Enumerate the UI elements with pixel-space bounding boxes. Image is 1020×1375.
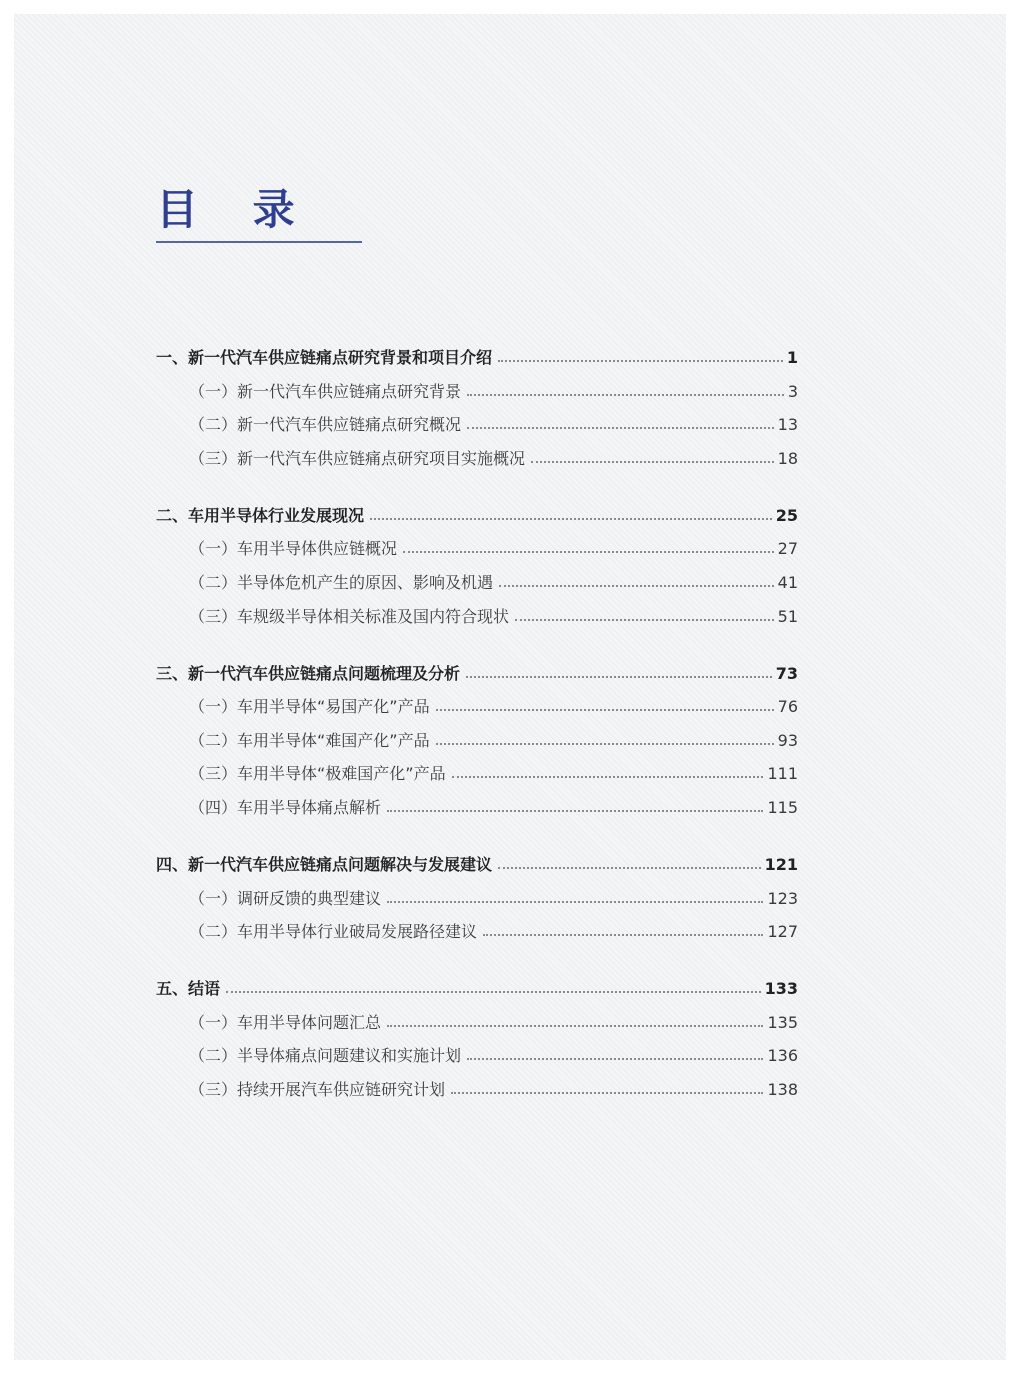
dot-leader bbox=[467, 427, 774, 429]
toc-entry-2-2[interactable] bbox=[156, 559, 798, 593]
toc-entry-4-1[interactable] bbox=[156, 875, 798, 909]
dot-leader bbox=[515, 619, 774, 621]
dot-leader bbox=[436, 743, 774, 745]
dot-leader bbox=[403, 551, 774, 553]
page-number: 115 bbox=[767, 797, 798, 817]
chapter-title: 五、结语 bbox=[156, 979, 221, 999]
chapter-title: 三、新一代汽车供应链痛点问题梳理及分析 bbox=[156, 663, 461, 683]
entry-title: （一）调研反馈的典型建议 bbox=[189, 888, 382, 908]
dot-leader bbox=[370, 518, 772, 520]
toc-entry-1-2[interactable] bbox=[156, 402, 798, 436]
page-number: 25 bbox=[775, 505, 798, 525]
entry-title: （一）车用半导体供应链概况 bbox=[189, 539, 398, 559]
page-number: 41 bbox=[777, 572, 798, 592]
dot-leader bbox=[483, 934, 763, 936]
toc-entry-3-2[interactable] bbox=[156, 717, 798, 751]
toc-section-3 bbox=[156, 646, 798, 818]
page-number: 121 bbox=[764, 854, 798, 874]
entry-title: （二）车用半导体行业破局发展路径建议 bbox=[189, 922, 478, 942]
toc-title: 目 录 bbox=[156, 185, 315, 234]
entry-title: （二）半导体危机产生的原因、影响及机遇 bbox=[189, 572, 494, 592]
toc-chapter-5[interactable] bbox=[156, 961, 798, 999]
page-number: 76 bbox=[777, 697, 798, 717]
toc-section-2 bbox=[156, 488, 798, 627]
dot-leader bbox=[226, 991, 761, 993]
dot-leader bbox=[467, 1058, 763, 1060]
page-number: 93 bbox=[777, 730, 798, 750]
toc-entry-2-1[interactable] bbox=[156, 526, 798, 560]
toc-chapter-4[interactable] bbox=[156, 837, 798, 875]
toc-entry-4-2[interactable] bbox=[156, 909, 798, 943]
entry-title: （三）车用半导体“极难国产化”产品 bbox=[189, 764, 446, 784]
page-number: 51 bbox=[777, 606, 798, 626]
entry-title: （一）车用半导体“易国产化”产品 bbox=[189, 697, 430, 717]
toc-entry-5-3[interactable] bbox=[156, 1066, 798, 1100]
entry-title: （二）新一代汽车供应链痛点研究概况 bbox=[189, 415, 462, 435]
toc-entry-2-3[interactable] bbox=[156, 593, 798, 627]
entry-title: （三）持续开展汽车供应链研究计划 bbox=[189, 1079, 446, 1099]
chapter-title: 一、新一代汽车供应链痛点研究背景和项目介绍 bbox=[156, 348, 493, 367]
toc-entry-1-1[interactable] bbox=[156, 368, 798, 402]
page-number: 3 bbox=[787, 381, 798, 401]
toc-entry-5-1[interactable] bbox=[156, 999, 798, 1033]
page-number: 111 bbox=[767, 764, 798, 784]
page-number: 1 bbox=[786, 348, 798, 367]
toc-chapter-1[interactable] bbox=[156, 330, 798, 368]
toc-section-4 bbox=[156, 837, 798, 942]
entry-title: （二）车用半导体“难国产化”产品 bbox=[189, 730, 430, 750]
toc-entry-5-2[interactable] bbox=[156, 1033, 798, 1067]
page-number: 73 bbox=[775, 663, 798, 683]
entry-title: （四）车用半导体痛点解析 bbox=[189, 797, 382, 817]
dot-leader bbox=[531, 461, 774, 463]
dot-leader bbox=[498, 360, 783, 362]
toc-section-1 bbox=[156, 330, 798, 469]
dot-leader bbox=[387, 810, 763, 812]
page-number: 18 bbox=[777, 448, 798, 468]
dot-leader bbox=[498, 867, 761, 869]
dot-leader bbox=[387, 1025, 763, 1027]
dot-leader bbox=[466, 676, 772, 678]
toc-chapter-3[interactable] bbox=[156, 646, 798, 684]
toc-section-5 bbox=[156, 961, 798, 1100]
page-number: 136 bbox=[767, 1046, 798, 1066]
page-number: 133 bbox=[764, 979, 798, 999]
entry-title: （二）半导体痛点问题建议和实施计划 bbox=[189, 1046, 462, 1066]
chapter-title: 四、新一代汽车供应链痛点问题解决与发展建议 bbox=[156, 854, 493, 874]
page-number: 127 bbox=[767, 922, 798, 942]
entry-title: （三）新一代汽车供应链痛点研究项目实施概况 bbox=[189, 448, 526, 468]
dot-leader bbox=[452, 776, 764, 778]
page-number: 27 bbox=[777, 539, 798, 559]
toc-chapter-2[interactable] bbox=[156, 488, 798, 526]
dot-leader bbox=[499, 585, 774, 587]
chapter-title: 二、车用半导体行业发展现况 bbox=[156, 505, 365, 525]
entry-title: （一）新一代汽车供应链痛点研究背景 bbox=[189, 381, 462, 401]
entry-title: （三）车规级半导体相关标准及国内符合现状 bbox=[189, 606, 510, 626]
page-number: 138 bbox=[767, 1079, 798, 1099]
toc-entry-3-1[interactable] bbox=[156, 684, 798, 718]
toc-entry-1-3[interactable] bbox=[156, 435, 798, 469]
dot-leader bbox=[436, 709, 774, 711]
page-number: 13 bbox=[777, 415, 798, 435]
toc-entry-3-3[interactable] bbox=[156, 751, 798, 785]
dot-leader bbox=[467, 394, 784, 396]
page-number: 135 bbox=[767, 1012, 798, 1032]
table-of-contents bbox=[156, 330, 798, 1100]
dot-leader bbox=[387, 901, 763, 903]
title-underline bbox=[156, 241, 362, 243]
dot-leader bbox=[451, 1092, 763, 1094]
entry-title: （一）车用半导体问题汇总 bbox=[189, 1012, 382, 1032]
toc-entry-3-4[interactable] bbox=[156, 784, 798, 818]
page-number: 123 bbox=[767, 888, 798, 908]
